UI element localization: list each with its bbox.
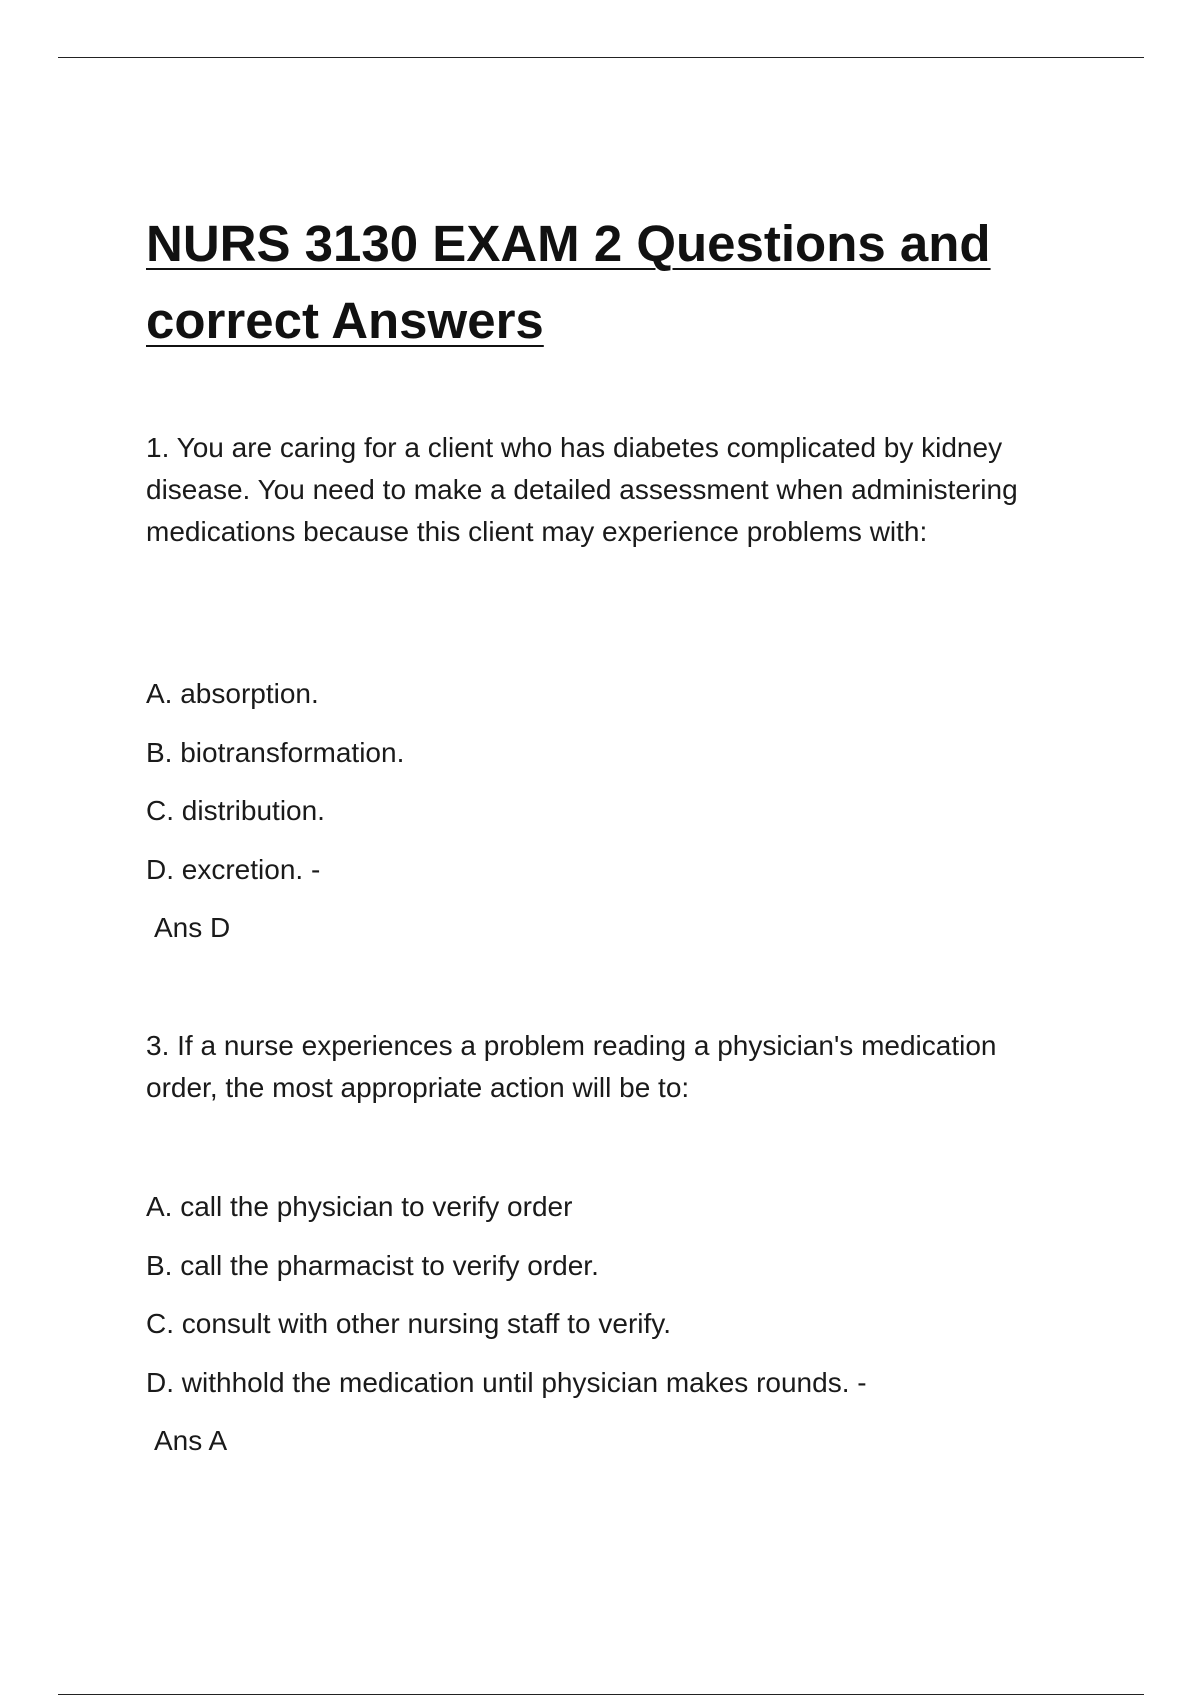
option-a: A. absorption. bbox=[146, 678, 319, 709]
option-b: B. call the pharmacist to verify order. bbox=[146, 1249, 599, 1281]
answer-label: Ans D bbox=[154, 912, 231, 943]
answer-label: Ans A bbox=[154, 1425, 228, 1456]
question-3-options bbox=[146, 1186, 1106, 1479]
question-3-text: 3. If a nurse experiences a problem reading a physician's medication order, the most appropriate action will be to: bbox=[146, 1030, 997, 1103]
option-b: B. biotransformation. bbox=[146, 736, 405, 768]
document-title bbox=[146, 205, 1046, 359]
question-1-options bbox=[146, 673, 1106, 966]
option-d: D. excretion. - bbox=[146, 853, 321, 885]
option-a: A. call the physician to verify order bbox=[146, 1191, 573, 1222]
option-c: C. distribution. bbox=[146, 795, 325, 826]
option-d: D. withhold the medication until physician makes rounds. - bbox=[146, 1366, 867, 1398]
bottom-rule bbox=[58, 1694, 1144, 1695]
title-line-2: correct Answers bbox=[146, 292, 544, 349]
option-c: C. consult with other nursing staff to verify. bbox=[146, 1308, 671, 1339]
top-rule bbox=[58, 57, 1144, 58]
question-1-text: 1. You are caring for a client who has diabetes complicated by kidney disease. You need to make a detailed assessment when administering medications because this client may experience problems with: bbox=[146, 432, 1018, 547]
title-line-1: NURS 3130 EXAM 2 Questions and bbox=[146, 215, 991, 272]
